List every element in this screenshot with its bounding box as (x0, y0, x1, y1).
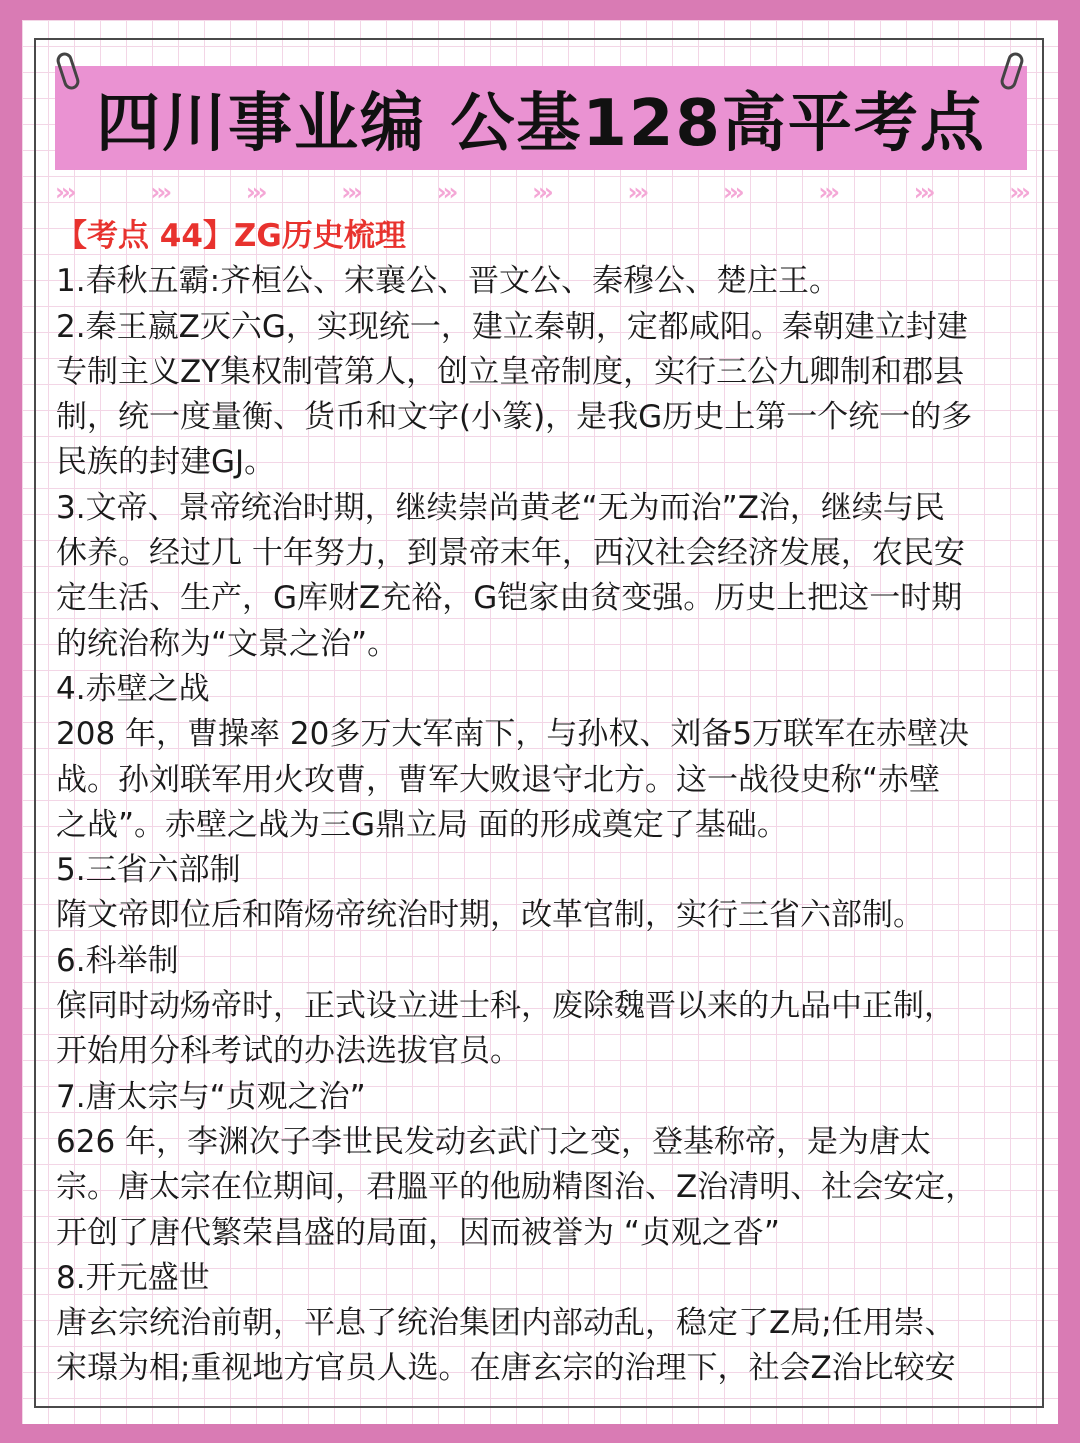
chevron-icon: ››› (532, 178, 550, 206)
text-line: 休养。经过几 十年努力，到景帝末年，西汉社会经济发展，农民安 (56, 535, 965, 572)
text-line: 4.赤壁之战 (56, 670, 210, 707)
text-line: 隋文帝即位后和隋炀帝统治时期，改革官制，实行三省六部制。 (56, 897, 924, 934)
chevron-icon: ››› (818, 178, 837, 206)
title-banner (55, 66, 1027, 170)
text-line: 626 年，李渊次子李世民发动玄武门之变，登基称帝，是为唐太 (56, 1123, 932, 1160)
section-heading: 【考点 44】ZG历史梳理 (56, 218, 406, 254)
chevron-icon: ››› (1009, 178, 1027, 206)
chevron-icon: ››› (913, 178, 932, 206)
text-line: 6.科举制 (56, 942, 179, 979)
chevron-icon: ››› (245, 178, 264, 206)
text-line: 5.三省六部制 (56, 852, 241, 889)
text-line: 唐玄宗统治前朝，平息了统治集团内部动乱，稳定了Z局;任用崇、 (56, 1305, 956, 1342)
text-line: 208 年，曹操率 20多万大军南下，与孙权、刘备5万联军在赤壁决 (56, 716, 970, 753)
text-line: 之战”。赤壁之战为三G鼎立局 面的形成奠定了基础。 (56, 806, 788, 843)
text-line: 傧同时动炀帝时，正式设立进士科，废除魏晋以来的九品中正制， (56, 988, 955, 1025)
text-line: 8.开元盛世 (56, 1259, 210, 1296)
page-title: 四川事业编 公基128高平考点 (96, 87, 986, 161)
text-line: 开始用分科考试的办法选拔官员。 (56, 1033, 521, 1070)
text-line: 的统治称为“文景之治”。 (56, 625, 399, 662)
text-line: 制，统一度量衡、货币和文字(小篆)，是我G历史上第一个统一的多 (56, 399, 973, 436)
text-line: 民族的封建GJ。 (56, 444, 276, 481)
text-line: 定生活、生产，G库财Z充裕，G铠家由贫变强。历史上把这一时期 (56, 580, 963, 617)
chevron-icon: ››› (341, 178, 359, 206)
text-line: 7.唐太宗与“贞观之治” (56, 1078, 366, 1115)
content-lines (56, 259, 1026, 1391)
text-line: 宋璟为相;重视地方官员人选。在唐玄宗的治理下，社会Z治比较安 (56, 1350, 956, 1387)
text-line: 战。孙刘联军用火攻曹，曹军大败退守北方。这一战役史称“赤壁 (56, 761, 941, 798)
text-line: 1.春秋五霸:齐桓公、宋襄公、晋文公、秦穆公、楚庄王。 (56, 263, 841, 300)
chevron-divider (55, 178, 1027, 206)
text-line: 开创了唐代繁荣昌盛的局面，因而被誉为 “贞观之沓” (56, 1214, 780, 1251)
text-line: 专制主义ZY集权制菅第人，创立皇帝制度，实行三公九卿制和郡县 (56, 353, 965, 390)
text-line: 3.文帝、景帝统治时期，继续崇尚黄老“无为而治”Z治，继续与民 (56, 489, 945, 526)
text-line: 宗。唐太宗在位期间，君膃平的他励精图治、Z治清明、社会安定， (56, 1169, 977, 1206)
text-line: 2.秦王嬴Z灭六G，实现统一，建立秦朝，定都咸阳。秦朝建立封建 (56, 308, 968, 345)
chevron-icon: ››› (436, 178, 455, 206)
chevron-icon: ››› (627, 178, 646, 206)
article-body (56, 214, 1026, 1392)
chevron-icon: ››› (55, 178, 73, 206)
chevron-icon: ››› (722, 178, 741, 206)
chevron-icon: ››› (150, 178, 169, 206)
